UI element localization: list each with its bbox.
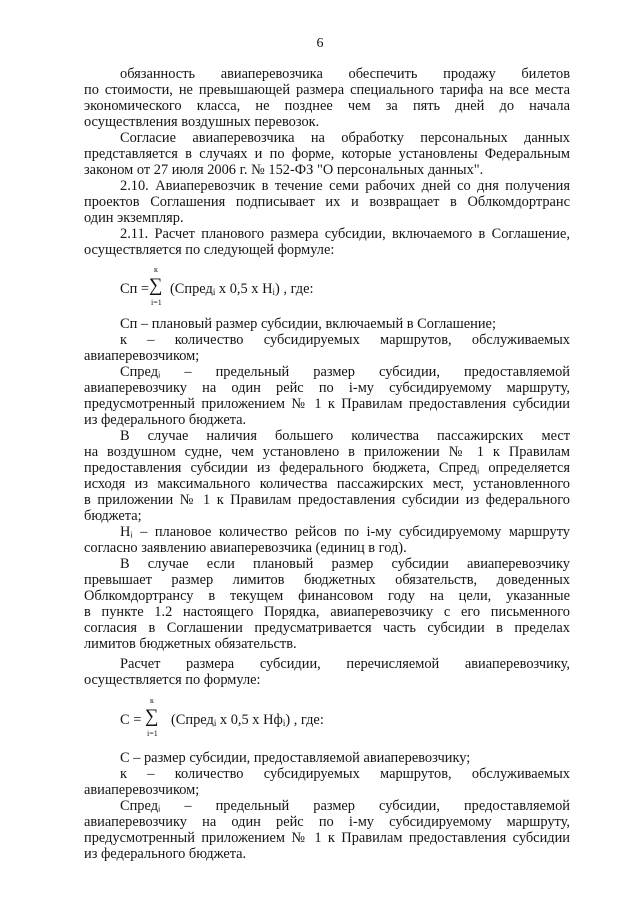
text-line: предоставления субсидии из федерального бюджета, Спредᵢ определяется	[84, 460, 570, 476]
text-line: в пункте 1.2 настоящего Порядка, авиаперевозчику с его письменного	[84, 604, 570, 620]
sum-upper-limit: к	[154, 265, 158, 274]
text-line: исходя из максимального количества пассажирских мест, установленного	[84, 476, 570, 492]
text-line: Спредᵢ – предельный размер субсидии, предоставляемой	[120, 364, 570, 380]
text-line: Расчет размера субсидии, перечисляемой авиаперевозчику,	[120, 656, 570, 672]
text-line: осуществляется по следующей формуле:	[84, 242, 335, 258]
text-line: С – размер субсидии, предоставляемой авиаперевозчику;	[120, 750, 471, 766]
text-line: к – количество субсидируемых маршрутов, обслуживаемых	[120, 766, 570, 782]
text-line: В случае наличия большего количества пассажирских мест	[120, 428, 570, 444]
text-line: 2.10. Авиаперевозчик в течение семи рабочих дней со дня получения	[120, 178, 570, 194]
text-line: осуществления воздушных перевозок.	[84, 114, 320, 130]
text-line: бюджета;	[84, 508, 142, 524]
text-line: согласно заявлению авиаперевозчика (единиц в год).	[84, 540, 407, 556]
text-line: Спредᵢ – предельный размер субсидии, предоставляемой	[120, 798, 570, 814]
formula-body: (Спред$_i$ х 0,5 х $Н_i$) , где:	[170, 281, 314, 297]
text-line: согласия в Соглашении предусматривается часть субсидии в пределах	[84, 620, 570, 636]
formula-body: (Спред$_i$ х 0,5 х $Нф_i$) , где:	[171, 712, 324, 728]
sum-upper-limit: к	[150, 696, 154, 705]
formula-lhs: С =	[120, 712, 142, 728]
text-line: к – количество субсидируемых маршрутов, обслуживаемых	[120, 332, 570, 348]
text-line: превышает размер лимитов бюджетных обязательств, доведенных	[84, 572, 570, 588]
text-line: Нᵢ – плановое количество рейсов по і-му субсидируемому маршруту	[120, 524, 570, 540]
page-number: 6	[316, 36, 324, 51]
text-line: законом от 27 июля 2006 г. № 152-ФЗ "О персональных данных".	[84, 162, 484, 178]
text-line: В случае если плановый размер субсидии авиаперевозчику	[120, 556, 570, 572]
text-line: из федерального бюджета.	[84, 846, 247, 862]
sum-lower-limit: i=1	[147, 729, 158, 738]
text-line: Согласие авиаперевозчика на обработку персональных данных	[120, 130, 570, 146]
sum-lower-limit: i=1	[151, 298, 162, 307]
text-line: предусмотренный приложением № 1 к Правилам предоставления субсидии	[84, 830, 570, 846]
text-line: по стоимости, не превышающей размера специального тарифа на все места	[84, 82, 570, 98]
text-line: осуществляется по формуле:	[84, 672, 261, 688]
text-line: авиаперевозчику на один рейс по і-му субсидируемому маршруту,	[84, 380, 570, 396]
text-line: один экземпляр.	[84, 210, 184, 226]
sum-sign-icon: ∑	[149, 275, 163, 296]
text-line: Облкомдортрансу в текущем финансовом году на цели, указанные	[84, 588, 570, 604]
text-line: экономического класса, не позднее чем за пять дней до начала	[84, 98, 570, 114]
text-line: на воздушном судне, чем установлено в приложении № 1 к Правилам	[84, 444, 570, 460]
text-line: в приложении № 1 к Правилам предоставления субсидии из федерального	[84, 492, 570, 508]
formula-lhs: Сп =	[120, 281, 150, 297]
text-line: авиаперевозчику на один рейс по і-му субсидируемому маршруту,	[84, 814, 570, 830]
sum-sign-icon: ∑	[145, 706, 159, 727]
text-line: обязанность авиаперевозчика обеспечить продажу билетов	[120, 66, 570, 82]
text-line: лимитов бюджетных обязательств.	[84, 636, 297, 652]
text-line: проектов Соглашения подписывает их и возвращает в Облкомдортранс	[84, 194, 570, 210]
text-line: 2.11. Расчет планового размера субсидии, включаемого в Соглашение,	[120, 226, 570, 242]
text-line: авиаперевозчиком;	[84, 782, 200, 798]
text-line: Сп – плановый размер субсидии, включаемый в Соглашение;	[120, 316, 496, 332]
text-line: из федерального бюджета.	[84, 412, 247, 428]
text-line: предусмотренный приложением № 1 к Правилам предоставления субсидии	[84, 396, 570, 412]
text-line: авиаперевозчиком;	[84, 348, 200, 364]
text-line: представляется в случаях и по форме, которые установлены Федеральным	[84, 146, 570, 162]
